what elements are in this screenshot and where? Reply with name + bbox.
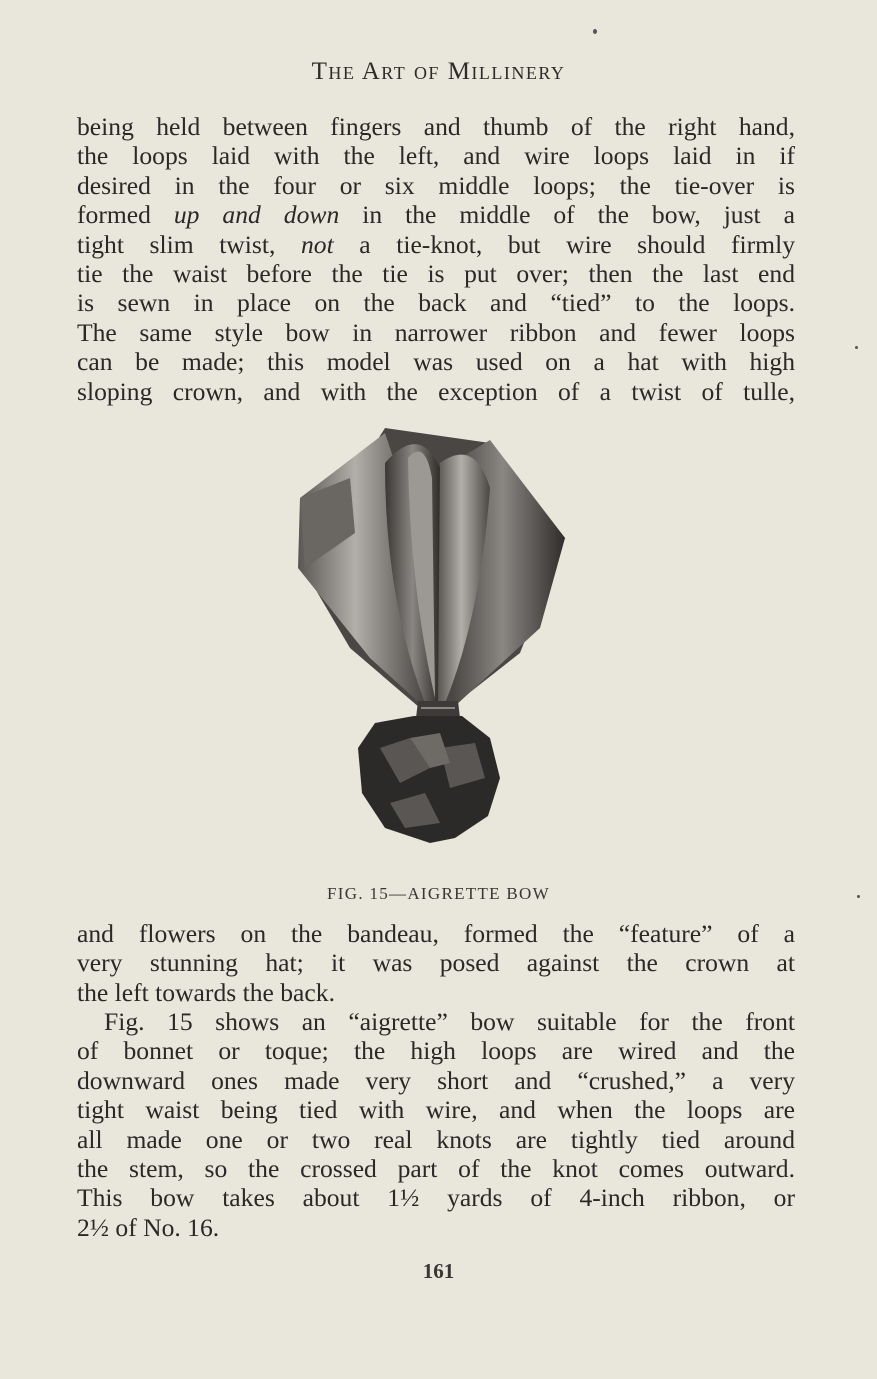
ink-speck bbox=[593, 29, 597, 34]
paragraph-3 bbox=[77, 1007, 795, 1242]
figure-caption: FIG. 15—AIGRETTE BOW bbox=[327, 884, 550, 903]
running-head: The Art of Millinery bbox=[311, 58, 566, 85]
ink-speck bbox=[855, 346, 858, 349]
text-line: formed up and down in the middle of the bow, just a bbox=[77, 200, 795, 230]
text-line: Fig. 15 shows an “aigrette” bow suitable for the front bbox=[104, 1007, 795, 1036]
text-line: can be made; this model was used on a hat with high bbox=[77, 347, 795, 377]
text-line: and flowers on the bandeau, formed the “feature” of a bbox=[77, 919, 795, 948]
text-line: very stunning hat; it was posed against the crown at bbox=[77, 948, 795, 978]
italic-text: up and down bbox=[173, 200, 340, 230]
text-line: This bow takes about 1½ yards of 4-inch ribbon, or bbox=[77, 1183, 795, 1213]
text-line: the stem, so the crossed part of the knot comes outward. bbox=[77, 1154, 795, 1184]
text-line: is sewn in place on the back and “tied” to the loops. bbox=[77, 288, 795, 318]
aigrette-bow-illustration bbox=[290, 418, 580, 858]
text-line: tight slim twist, not a tie-knot, but wire should firmly bbox=[77, 229, 795, 259]
text-line: the loops laid with the left, and wire loops laid in if bbox=[77, 141, 795, 171]
page-number: 161 bbox=[422, 1259, 455, 1283]
paragraph-1 bbox=[77, 112, 795, 406]
italic-text: not bbox=[300, 229, 334, 259]
text-line: downward ones made very short and “crushed,” a very bbox=[77, 1065, 795, 1095]
text-line: 2½ of No. 16. bbox=[77, 1212, 220, 1242]
text-line: the left towards the back. bbox=[77, 977, 335, 1007]
text-line: tight waist being tied with wire, and when the loops are bbox=[77, 1095, 795, 1125]
text-line: all made one or two real knots are tightly tied around bbox=[77, 1124, 795, 1154]
text-line: being held between fingers and thumb of the right hand, bbox=[77, 112, 795, 141]
text-line: of bonnet or toque; the high loops are wired and the bbox=[77, 1036, 795, 1066]
text-line: desired in the four or six middle loops; the tie-over is bbox=[77, 170, 795, 200]
text-line: The same style bow in narrower ribbon and fewer loops bbox=[77, 317, 795, 347]
paragraph-2 bbox=[77, 919, 795, 1007]
text-line: sloping crown, and with the exception of a twist of tulle, bbox=[77, 376, 795, 406]
text-line: tie the waist before the tie is put over; then the last end bbox=[77, 259, 795, 289]
